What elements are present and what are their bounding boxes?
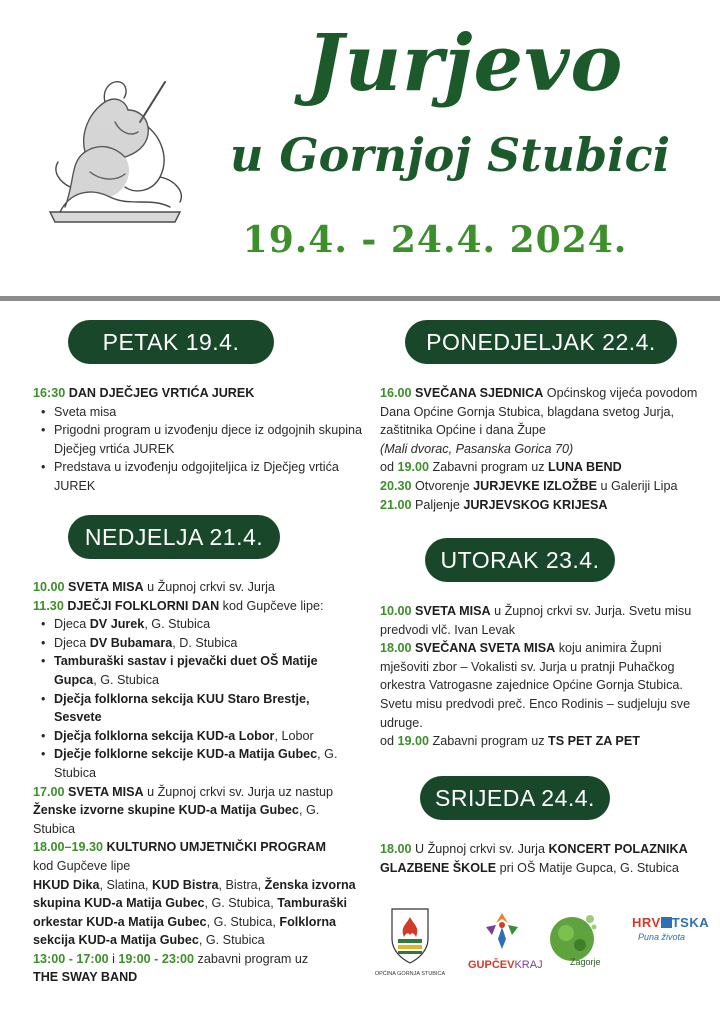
- list-item: • Prigodni program u izvođenju djece iz odgojnih skupina Dječjeg vrtića JUREK: [41, 421, 363, 458]
- day-heading-ponedjeljak: PONEDJELJAK 22.4.: [405, 320, 677, 364]
- petak-list: [41, 403, 363, 496]
- zagorje-text: Zagorje: [570, 957, 601, 967]
- list-item: • Dječja folklorna sekcija KUU Staro Brestje, Sesvete: [41, 690, 358, 727]
- header-divider: [0, 296, 720, 301]
- schedule-line: 16.00 SVEČANA SJEDNICA Općinskog vijeća povodom Dana Općine Gornja Stubica, blagdana svetog Jurja, zaštitnika Općine i dana Župe: [380, 386, 698, 438]
- sponsor-logos: [374, 905, 710, 985]
- opcina-logo-text: OPĆINA GORNJA STUBICA: [374, 971, 446, 977]
- list-item: • Djeca DV Bubamara, D. Stubica: [41, 634, 358, 653]
- header: [0, 0, 720, 296]
- schedule-line: 16:30 DAN DJEČJEG VRTIĆA JUREK: [33, 386, 255, 400]
- schedule-line: 13:00 - 17:00 i 19:00 - 23:00 zabavni program uz: [33, 951, 309, 966]
- schedule-line: 21.00 Paljenje JURJEVSKOG KRIJESA: [380, 497, 608, 512]
- schedule-ponedjeljak: [380, 384, 708, 514]
- gupcev-kraj-logo: [468, 909, 543, 981]
- schedule-utorak: [380, 602, 708, 751]
- list-item: • Djeca DV Jurek, G. Stubica: [41, 615, 358, 634]
- schedule-line: od 19.00 Zabavni program uz TS PET ZA PET: [380, 734, 640, 749]
- hrvatska-tourism-logo: [632, 915, 712, 975]
- hrvatska-text: HRV TSKA: [632, 915, 710, 930]
- zagorje-hills-icon: [548, 911, 600, 963]
- schedule-line: 18.00–19.30 KULTURNO UMJETNIČKI PROGRAM: [33, 840, 326, 855]
- coat-of-arms-icon: [380, 905, 440, 967]
- zagorje-logo: [548, 911, 608, 979]
- list-item: • Dječje folklorne sekcije KUD-a Matija Gubec, G. Stubica: [41, 745, 358, 782]
- list-item: • Sveta misa: [41, 403, 363, 422]
- schedule-line: (Mali dvorac, Pasanska Gorica 70): [380, 441, 574, 456]
- schedule-line: 11.30 DJEČJI FOLKLORNI DAN kod Gupčeve lipe:: [33, 598, 324, 613]
- schedule-line: 10.00 SVETA MISA u Župnoj crkvi sv. Jurja: [33, 580, 275, 594]
- schedule-line: od 19.00 Zabavni program uz LUNA BEND: [380, 460, 622, 475]
- gupcev-kraj-emblem-icon: [480, 909, 524, 953]
- day-heading-petak: PETAK 19.4.: [68, 320, 274, 364]
- hrvatska-slogan: Puna života: [638, 932, 686, 942]
- opcina-gornja-stubica-logo: [374, 905, 446, 980]
- day-heading-srijeda: SRIJEDA 24.4.: [420, 776, 610, 820]
- schedule-line: THE SWAY BAND: [33, 970, 138, 985]
- performers-line: HKUD Dika, Slatina, KUD Bistra, Bistra, Ženska izvorna skupina KUD-a Matija Gubec, G. Stubica, Tamburaški orkestar KUD-a Matija Gubec, G. Stubica, Folklorna sekcija KUD-a Matija Gubec, G. Stubica: [33, 877, 356, 948]
- list-item: • Tamburaški sastav i pjevački duet OŠ Matije Gupca, G. Stubica: [41, 652, 358, 689]
- schedule-srijeda: [380, 840, 710, 877]
- nedjelja-list: [41, 615, 358, 782]
- schedule-petak: [33, 384, 363, 496]
- day-heading-utorak: UTORAK 23.4.: [425, 538, 615, 582]
- schedule-nedjelja: [33, 578, 358, 987]
- schedule-line: 20.30 Otvorenje JURJEVKE IZLOŽBE u Galeriji Lipa: [380, 478, 678, 493]
- list-item: • Predstava u izvođenju odgojiteljica iz Dječjeg vrtića JUREK: [41, 458, 363, 495]
- festival-subtitle: u Gornjoj Stubici: [229, 128, 671, 182]
- schedule-line: 18.00 SVEČANA SVETA MISA koju animira Župni mješoviti zbor – Vokalisti sv. Jurja u pratnji Puhačkog orkestra Vatrogasne zajednice Općine Gornja Stubica. Svetu misu predvodi preč. Enco Rodinis – sudjeluju sve udruge.: [380, 641, 691, 730]
- festival-dates: 19.4. - 24.4. 2024.: [242, 219, 628, 261]
- schedule-line: 18.00 U Župnoj crkvi sv. Jurja KONCERT POLAZNIKA GLAZBENE ŠKOLE pri OŠ Matije Gupca, G. Stubica: [380, 842, 688, 875]
- day-heading-nedjelja: NEDJELJA 21.4.: [68, 515, 280, 559]
- checker-square-icon: [661, 917, 672, 928]
- festival-title: Jurjevo: [306, 18, 624, 109]
- saint-george-statue-icon: [30, 62, 200, 232]
- schedule-line: 17.00 SVETA MISA u Župnoj crkvi sv. Jurja uz nastup Ženske izvorne skupine KUD-a Matija Gubec, G. Stubica: [33, 784, 334, 836]
- gupcev-kraj-text: GUPČEVKRAJ: [468, 959, 543, 971]
- schedule-line: 10.00 SVETA MISA u Župnoj crkvi sv. Jurja. Svetu misu predvodi vlč. Ivan Levak: [380, 604, 692, 637]
- list-item: • Dječja folklorna sekcija KUD-a Lobor, Lobor: [41, 727, 358, 746]
- schedule-line: kod Gupčeve lipe: [33, 858, 131, 873]
